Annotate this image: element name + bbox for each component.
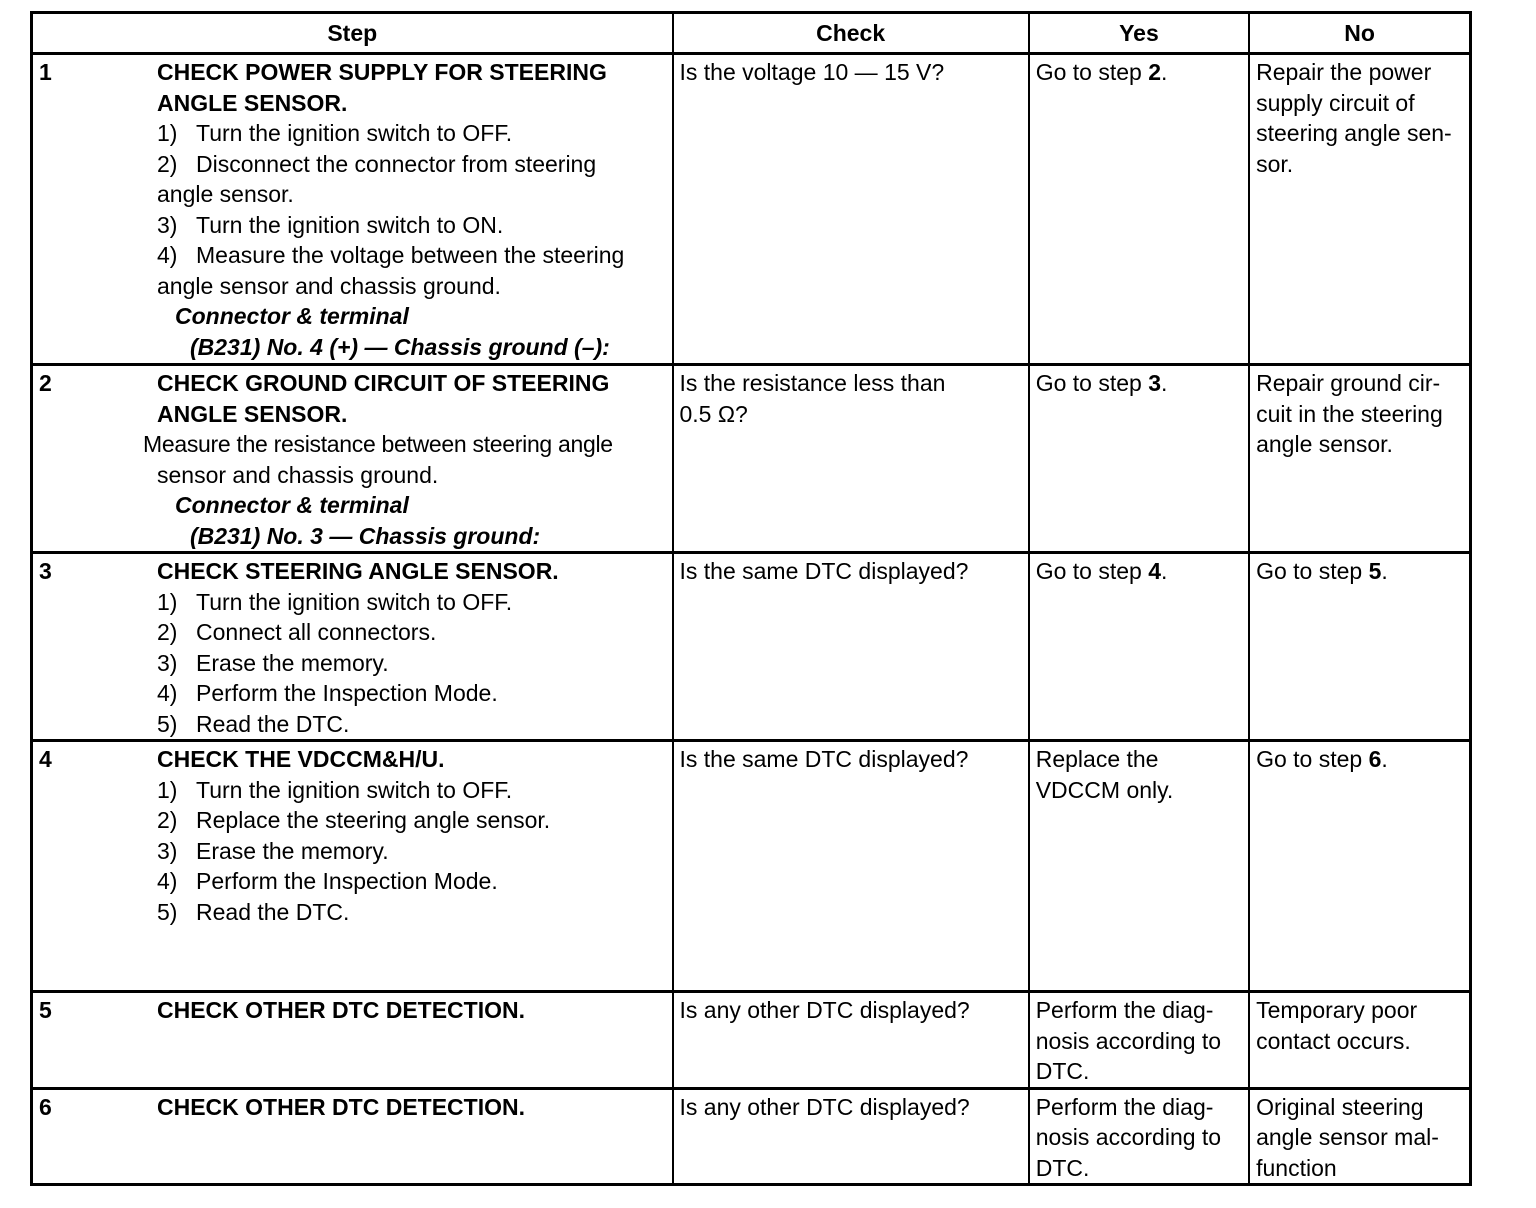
step-text: Measure the resistance between steering angle	[143, 431, 613, 457]
list-number: 4)	[157, 242, 178, 268]
step-text: sensor and chassis ground.	[157, 461, 439, 488]
step-title: CHECK STEERING ANGLE SENSOR.	[157, 558, 559, 584]
step-cell	[32, 741, 673, 992]
yes-suffix: .	[1161, 558, 1168, 584]
step-number: 2	[39, 370, 52, 396]
list-number: 1)	[157, 588, 178, 615]
no-text: angle sensor.	[1256, 431, 1393, 457]
step-title: ANGLE SENSOR.	[157, 89, 348, 116]
step-title: CHECK THE VDCCM&H/U.	[157, 746, 445, 772]
list-item	[157, 836, 666, 867]
list-item	[157, 709, 666, 740]
list-item	[157, 866, 666, 897]
header-row	[32, 13, 1471, 54]
no-step-ref: 5	[1368, 558, 1382, 584]
yes-text: VDCCM only.	[1035, 776, 1174, 803]
no-text: steering angle sen-	[1256, 120, 1452, 146]
check-text: 0.5 Ω?	[679, 400, 748, 427]
table-row	[32, 553, 1471, 741]
list-text: Turn the ignition switch to OFF.	[196, 120, 513, 146]
step-number: 3	[39, 558, 52, 584]
table-row	[32, 365, 1471, 553]
yes-text: DTC.	[1035, 1154, 1090, 1181]
no-cell	[1249, 992, 1470, 1089]
list-text: Erase the memory.	[196, 837, 389, 864]
yes-text: Go to step	[1035, 59, 1149, 85]
yes-cell	[1029, 1088, 1249, 1185]
no-cell	[1249, 1088, 1470, 1185]
list-number: 1)	[157, 120, 178, 146]
no-text: supply circuit of	[1256, 89, 1415, 116]
list-number: 4)	[157, 868, 178, 894]
yes-cell	[1029, 992, 1249, 1089]
no-cell	[1249, 553, 1470, 741]
list-number: 3)	[157, 649, 178, 676]
step-body	[157, 57, 666, 362]
list-text: Turn the ignition switch to OFF.	[196, 588, 513, 615]
header-yes: Yes	[1029, 13, 1249, 54]
diagnostic-table	[30, 11, 1472, 1186]
list-text: Perform the Inspection Mode.	[196, 680, 498, 706]
step-cell	[32, 992, 673, 1089]
yes-text: Perform the diag-	[1035, 997, 1214, 1023]
list-item	[157, 210, 666, 241]
list-text: Measure the voltage between the steering	[196, 242, 625, 268]
yes-cell	[1029, 553, 1249, 741]
no-text: Repair ground cir-	[1256, 370, 1441, 396]
step-number: 1	[39, 59, 52, 85]
list-item	[157, 617, 666, 648]
list-item	[157, 805, 666, 836]
list-text: Read the DTC.	[196, 710, 350, 737]
step-cell	[32, 365, 673, 553]
list-number: 2)	[157, 619, 178, 645]
no-text: cuit in the steering	[1256, 400, 1443, 427]
check-text: Is the resistance less than	[679, 370, 946, 396]
list-text: Read the DTC.	[196, 898, 350, 925]
list-item	[157, 897, 666, 928]
step-title: CHECK OTHER DTC DETECTION.	[157, 997, 525, 1023]
yes-cell	[1029, 54, 1249, 365]
connector-label: Connector & terminal	[175, 303, 409, 329]
step-body	[143, 368, 666, 551]
step-body	[157, 556, 666, 739]
list-text-continuation: angle sensor and chassis ground.	[157, 272, 501, 299]
list-item	[157, 775, 666, 806]
step-number: 4	[39, 746, 52, 772]
list-number: 2)	[157, 150, 178, 177]
step-body	[157, 995, 666, 1026]
yes-text: Replace the	[1035, 746, 1159, 772]
list-item	[157, 648, 666, 679]
step-title: CHECK POWER SUPPLY FOR STEERING	[157, 59, 607, 85]
no-text: angle sensor mal-	[1256, 1124, 1439, 1150]
table-row	[32, 1088, 1471, 1185]
step-cell	[32, 54, 673, 365]
yes-cell	[1029, 741, 1249, 992]
no-step-ref: 6	[1368, 746, 1382, 772]
list-number: 4)	[157, 680, 178, 706]
no-text: contact occurs.	[1256, 1027, 1411, 1054]
header-check: Check	[673, 13, 1029, 54]
yes-step-ref: 2	[1148, 59, 1162, 85]
check-cell: Is any other DTC displayed?	[673, 1088, 1029, 1185]
no-text: Repair the power	[1256, 59, 1432, 85]
connector-detail: (B231) No. 4 (+) — Chassis ground (–):	[190, 333, 610, 360]
list-text: Erase the memory.	[196, 649, 389, 676]
table-row	[32, 741, 1471, 992]
list-item	[157, 149, 666, 180]
connector-detail: (B231) No. 3 — Chassis ground:	[190, 522, 541, 549]
no-text: Original steering	[1256, 1093, 1424, 1120]
list-text: Perform the Inspection Mode.	[196, 868, 498, 894]
check-cell: Is the same DTC displayed?	[673, 741, 1029, 992]
check-cell	[673, 365, 1029, 553]
yes-suffix: .	[1161, 370, 1168, 396]
list-item	[157, 240, 666, 271]
list-text: Connect all connectors.	[196, 619, 437, 645]
yes-text: nosis according to	[1035, 1027, 1222, 1054]
check-cell: Is the voltage 10 — 15 V?	[673, 54, 1029, 365]
no-text: function	[1256, 1154, 1337, 1181]
list-text-continuation: angle sensor.	[157, 181, 294, 207]
list-number: 2)	[157, 807, 178, 833]
yes-text: nosis according to	[1035, 1124, 1222, 1150]
yes-text: Go to step	[1035, 370, 1149, 396]
list-number: 3)	[157, 837, 178, 864]
no-cell	[1249, 54, 1470, 365]
yes-text: Perform the diag-	[1035, 1093, 1214, 1120]
step-title: CHECK OTHER DTC DETECTION.	[157, 1093, 525, 1120]
step-body	[157, 744, 666, 927]
check-cell: Is any other DTC displayed?	[673, 992, 1029, 1089]
step-number: 6	[39, 1093, 52, 1120]
header-step: Step	[32, 13, 673, 54]
list-text: Turn the ignition switch to OFF.	[196, 776, 513, 803]
table-row	[32, 54, 1471, 365]
no-text: sor.	[1256, 150, 1294, 177]
list-text: Disconnect the connector from steering	[196, 150, 597, 177]
yes-suffix: .	[1161, 59, 1168, 85]
yes-step-ref: 4	[1148, 558, 1162, 584]
list-item	[157, 587, 666, 618]
yes-step-ref: 3	[1148, 370, 1162, 396]
step-cell	[32, 553, 673, 741]
header-no: No	[1249, 13, 1470, 54]
yes-text: Go to step	[1035, 558, 1149, 584]
step-number: 5	[39, 997, 52, 1023]
check-cell: Is the same DTC displayed?	[673, 553, 1029, 741]
list-number: 1)	[157, 776, 178, 803]
list-item	[157, 118, 666, 149]
no-suffix: .	[1381, 558, 1388, 584]
no-suffix: .	[1381, 746, 1388, 772]
list-number: 5)	[157, 898, 178, 925]
list-text: Turn the ignition switch to ON.	[196, 211, 504, 238]
step-body	[157, 1092, 666, 1123]
no-cell	[1249, 365, 1470, 553]
no-text: Temporary poor	[1256, 997, 1418, 1023]
step-title: CHECK GROUND CIRCUIT OF STEERING	[157, 370, 610, 396]
list-number: 3)	[157, 211, 178, 238]
list-item	[157, 678, 666, 709]
list-number: 5)	[157, 710, 178, 737]
yes-text: DTC.	[1035, 1058, 1090, 1084]
no-cell	[1249, 741, 1470, 992]
connector-label: Connector & terminal	[175, 492, 409, 518]
yes-cell	[1029, 365, 1249, 553]
step-title: ANGLE SENSOR.	[157, 400, 348, 427]
step-cell	[32, 1088, 673, 1185]
list-text: Replace the steering angle sensor.	[196, 807, 551, 833]
no-text: Go to step	[1256, 558, 1369, 584]
table-row	[32, 992, 1471, 1089]
no-text: Go to step	[1256, 746, 1369, 772]
